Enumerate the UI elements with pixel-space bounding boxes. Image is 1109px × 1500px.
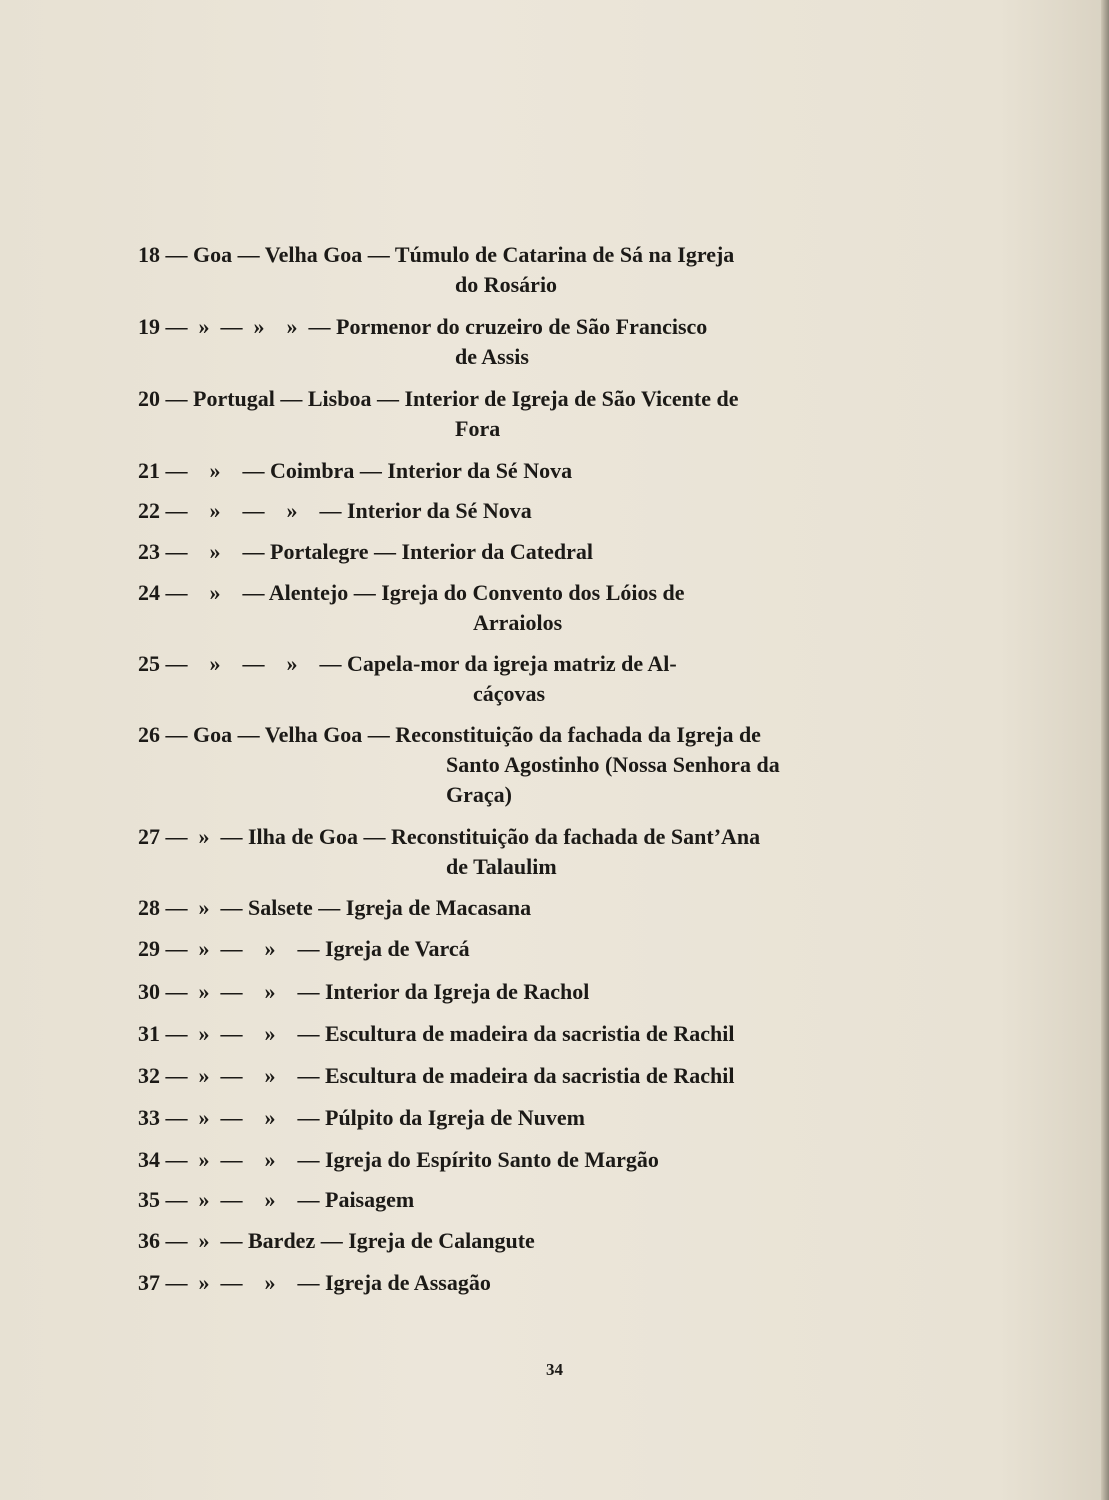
- entry-text: 21 — » — Coimbra — Interior da Sé Nova: [138, 458, 573, 483]
- list-item: [138, 893, 913, 923]
- entry-text: 28 — » — Salsete — Igreja de Macasana: [138, 895, 532, 920]
- entry-text: 32 — » — » — Escultura de madeira da sacristia de Rachil: [138, 1063, 735, 1088]
- entry-text: 25 — » — » — Capela-mor da igreja matriz de Al-: [138, 651, 677, 676]
- entry-text: 37 — » — » — Igreja de Assagão: [138, 1270, 491, 1295]
- list-item: [138, 649, 913, 709]
- entry-text: 20 — Portugal — Lisboa — Interior de Igreja de São Vicente de: [138, 386, 739, 411]
- list-item: [138, 1061, 913, 1091]
- entry-text: 19 — » — » » — Pormenor do cruzeiro de São Francisco: [138, 314, 708, 339]
- entry-text: 29 — » — » — Igreja de Varcá: [138, 936, 470, 961]
- list-item: [138, 456, 913, 486]
- entry-continuation: de Assis: [455, 344, 529, 369]
- page-number: 34: [546, 1360, 563, 1379]
- list-item: [138, 1185, 913, 1215]
- entry-continuation: de Talaulim: [446, 854, 557, 879]
- list-item: [138, 240, 913, 300]
- list-item: [138, 537, 913, 567]
- list-item: [138, 1019, 913, 1049]
- page-edge-shadow: [1101, 0, 1109, 1500]
- list-item: [138, 1103, 913, 1133]
- list-item: [138, 384, 913, 444]
- entry-text: 27 — » — Ilha de Goa — Reconstituição da fachada de Sant’Ana: [138, 824, 761, 849]
- list-item: [138, 312, 913, 372]
- entry-text: 24 — » — Alentejo — Igreja do Convento dos Lóios de: [138, 580, 685, 605]
- list-item: [138, 1268, 913, 1298]
- entry-continuation: do Rosário: [455, 272, 558, 297]
- list-item: [138, 496, 913, 526]
- entry-text: 26 — Goa — Velha Goa — Reconstituição da fachada da Igreja de: [138, 722, 761, 747]
- list-item: [138, 1226, 913, 1256]
- entry-continuation: Arraiolos: [473, 610, 563, 635]
- entry-continuation: Santo Agostinho (Nossa Senhora da: [446, 752, 780, 777]
- entry-text: 36 — » — Bardez — Igreja de Calangute: [138, 1228, 535, 1253]
- list-item: [138, 578, 913, 638]
- entry-text: 23 — » — Portalegre — Interior da Catedral: [138, 539, 593, 564]
- entry-continuation: cáçovas: [473, 681, 546, 706]
- entry-text: 31 — » — » — Escultura de madeira da sacristia de Rachil: [138, 1021, 735, 1046]
- entry-text: 22 — » — » — Interior da Sé Nova: [138, 498, 532, 523]
- list-item: [138, 720, 913, 810]
- entry-text: 33 — » — » — Púlpito da Igreja de Nuvem: [138, 1105, 585, 1130]
- list-item: [138, 977, 913, 1007]
- list-item: [138, 934, 913, 964]
- entry-continuation: Fora: [455, 416, 501, 441]
- entry-text: 18 — Goa — Velha Goa — Túmulo de Catarina de Sá na Igreja: [138, 242, 735, 267]
- entry-continuation: Graça): [446, 782, 512, 807]
- entry-text: 34 — » — » — Igreja do Espírito Santo de Margão: [138, 1147, 659, 1172]
- list-item: [138, 1145, 913, 1175]
- list-item: [138, 822, 913, 882]
- entry-text: 30 — » — » — Interior da Igreja de Rachol: [138, 979, 590, 1004]
- entry-text: 35 — » — » — Paisagem: [138, 1187, 415, 1212]
